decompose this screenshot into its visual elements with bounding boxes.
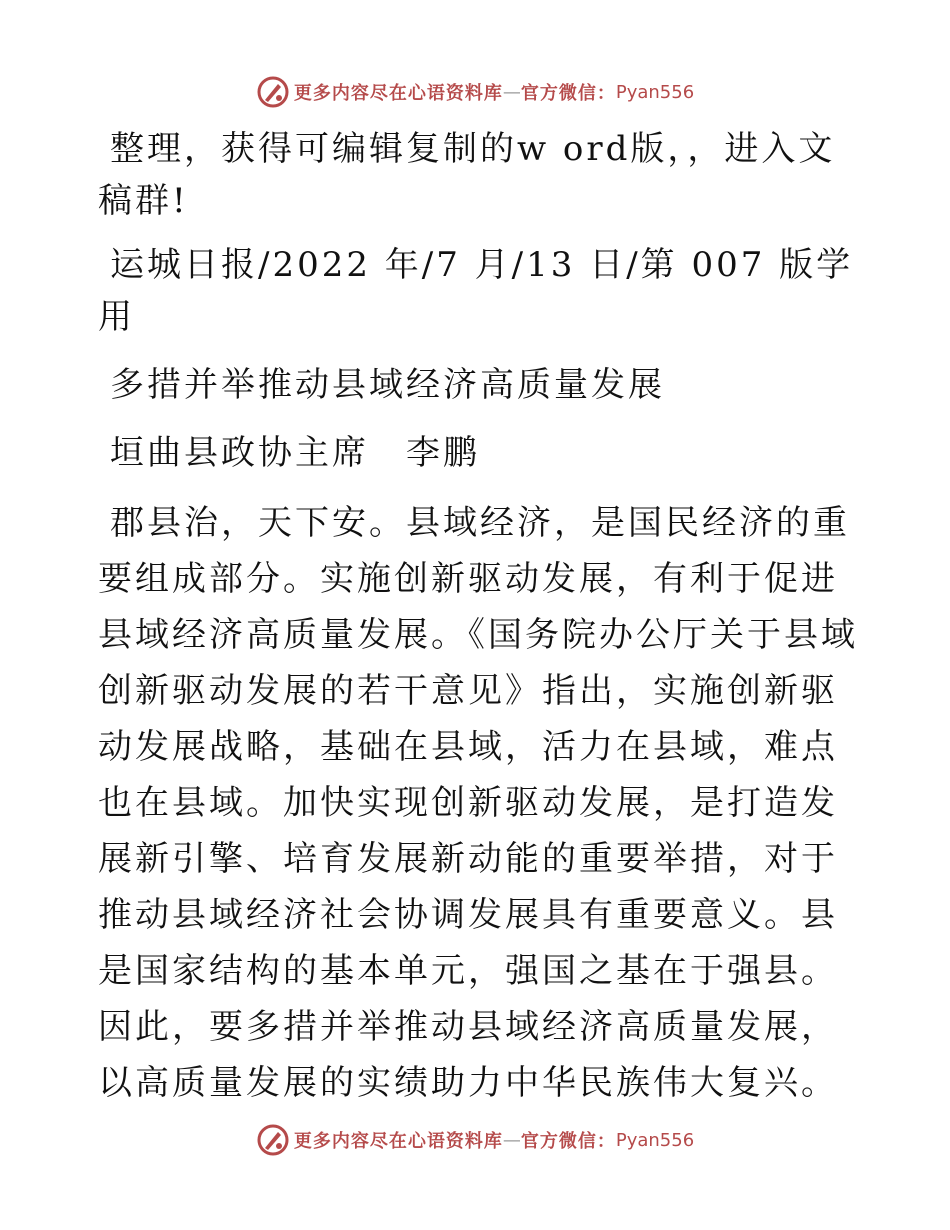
watermark-separator: — <box>502 1129 521 1151</box>
watermark-wechat-id: Pyan556 <box>615 1129 695 1151</box>
watermark-wechat-label: 官方微信： <box>520 1131 616 1152</box>
watermark-site-text: 更多内容尽在心语资料库 <box>293 83 503 104</box>
document-content <box>98 123 858 1111</box>
watermark-site-text: 更多内容尽在心语资料库 <box>293 1131 503 1152</box>
watermark-wechat-id: Pyan556 <box>615 81 695 103</box>
body-paragraph: 郡县治，天下安。县域经济，是国民经济的重要组成部分。实施创新驱动发展，有利于促进县域经济高质量发展。《国务院办公厅关于县域创新驱动发展的若干意见》指出，实施创新驱动发展战略，基础在县域，活力在县域，难点也在县域。加快实现创新驱动发展，是打造发展新引擎、培育发展新动能的重要举措，对于推动县域经济社会协调发展具有重要意义。县是国家结构的基本单元，强国之基在于强县。因此，要多措并举推动县域经济高质量发展，以高质量发展的实绩助力中华民族伟大复兴。 <box>98 503 858 1103</box>
quill-circle-logo-icon <box>256 1123 290 1157</box>
article-title: 多措并举推动县域经济高质量发展 <box>110 365 665 405</box>
intro-paragraph: 整理，获得可编辑复制的w ord版，，进入文稿群! <box>98 129 836 221</box>
watermark-separator: — <box>502 81 521 103</box>
author-line: 垣曲县政协主席 李鹏 <box>110 433 480 473</box>
source-line: 运城日报/2022 年/7 月/13 日/第 007 版学用 <box>98 245 854 337</box>
watermark-wechat-label: 官方微信： <box>520 83 616 104</box>
quill-circle-logo-icon <box>256 75 290 109</box>
watermark-header <box>0 72 950 112</box>
watermark-footer <box>0 1120 950 1160</box>
